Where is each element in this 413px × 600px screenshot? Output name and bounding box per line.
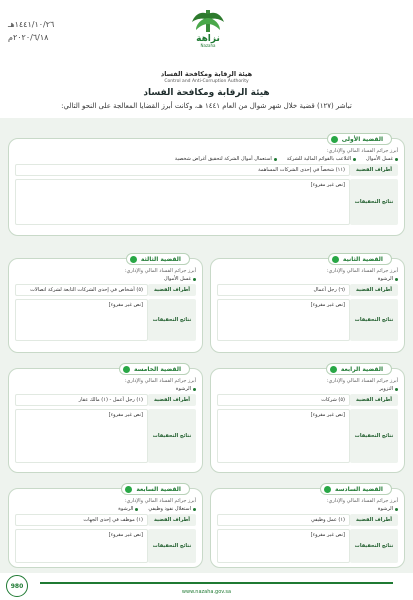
case-7-crimes xyxy=(15,506,196,512)
results-label: نتائج التحقيقات xyxy=(148,299,196,341)
case-2-title: القضية الثانية xyxy=(342,256,383,263)
case-7-results: [نص غير مقروء] xyxy=(15,529,148,563)
case-3-crimes-label: أبرز جرائم الفساد المالي والإداري: xyxy=(124,268,196,274)
case-icon xyxy=(125,486,132,493)
case-icon xyxy=(324,486,331,493)
case-icon xyxy=(331,136,338,143)
case-6-results-row xyxy=(217,529,398,563)
case-6-crimes-label: أبرز جرائم الفساد المالي والإداري: xyxy=(326,498,398,504)
case-1-title-tab xyxy=(327,133,392,145)
case-4-card xyxy=(210,368,405,473)
intro-text: تباشر (١٢٧) قضية خلال شهر شوال من العام ١٤٤١ هـ، وكانت أبرز القضايا المعالجة على النحو التالي: xyxy=(61,102,352,110)
case-3-crimes xyxy=(15,276,196,282)
authority-name-en: Control and Anti-Corruption Authority xyxy=(164,79,249,84)
results-label: نتائج التحقيقات xyxy=(350,409,398,463)
case-3-results-row xyxy=(15,299,196,341)
case-1-crimes xyxy=(15,156,398,162)
case-6-title-tab xyxy=(320,483,392,495)
case-3-involved-row xyxy=(15,284,196,296)
phone-icon[interactable] xyxy=(6,575,28,597)
case-icon xyxy=(330,366,337,373)
case-1-crimes-label: أبرز جرائم الفساد المالي والإداري: xyxy=(326,148,398,154)
case-4-results-row xyxy=(217,409,398,463)
case-7-title-tab xyxy=(121,483,190,495)
case-4-crimes-label: أبرز جرائم الفساد المالي والإداري: xyxy=(326,378,398,384)
crime-item: التزوير xyxy=(379,386,398,392)
crime-item: الرشوة xyxy=(378,506,398,512)
case-5-crimes xyxy=(15,386,196,392)
nazaha-logo xyxy=(178,8,238,48)
crime-item: غسل الأموال xyxy=(366,156,398,162)
case-5-involved: (١) رجل أعمل - (١) مالك عقار xyxy=(15,394,148,406)
case-7-crimes-label: أبرز جرائم الفساد المالي والإداري: xyxy=(124,498,196,504)
involved-label: أطراف القضية xyxy=(350,284,398,296)
involved-label: أطراف القضية xyxy=(148,514,196,526)
case-3-involved: (٥) أشخاص في إحدى الشركات التابعة لشركة اتصالات xyxy=(15,284,148,296)
results-label: نتائج التحقيقات xyxy=(350,299,398,341)
case-6-card xyxy=(210,488,405,568)
case-3-title: القضية الثالثة xyxy=(140,256,181,263)
case-7-results-row xyxy=(15,529,196,563)
involved-label: أطراف القضية xyxy=(350,394,398,406)
logo-text: نزاهة xyxy=(196,34,220,44)
results-label: نتائج التحقيقات xyxy=(350,179,398,225)
case-5-title-tab xyxy=(119,363,190,375)
involved-label: أطراف القضية xyxy=(350,514,398,526)
case-2-results-row xyxy=(217,299,398,341)
case-6-results: [نص غير مقروء] xyxy=(217,529,350,563)
case-1-results-row xyxy=(15,179,398,225)
case-3-title-tab xyxy=(126,253,190,265)
case-icon xyxy=(123,366,130,373)
footer-phone-number: 980 xyxy=(10,582,24,590)
case-5-involved-row xyxy=(15,394,196,406)
case-1-title: القضية الأولى xyxy=(341,136,383,143)
case-2-results: [نص غير مقروء] xyxy=(217,299,350,341)
crime-item: استغلال نفوذ وظيفي xyxy=(148,506,196,512)
authority-name-ar: هيئة الرقابة ومكافحة الفساد xyxy=(160,70,253,78)
results-label: نتائج التحقيقات xyxy=(148,409,196,463)
case-4-involved-row xyxy=(217,394,398,406)
main-title: هيئة الرقابة ومكافحة الفساد xyxy=(143,88,270,98)
case-4-involved: (٥) شركات xyxy=(217,394,350,406)
case-6-involved-row xyxy=(217,514,398,526)
case-5-results: [نص غير مقروء] xyxy=(15,409,148,463)
case-2-involved: (٦) رجل أعمال xyxy=(217,284,350,296)
case-5-results-row xyxy=(15,409,196,463)
date-block xyxy=(8,18,54,44)
case-4-crimes xyxy=(217,386,398,392)
case-2-title-tab xyxy=(328,253,392,265)
case-2-crimes-label: أبرز جرائم الفساد المالي والإداري: xyxy=(326,268,398,274)
crime-item: غسل الأموال xyxy=(164,276,196,282)
case-6-involved: (١) عمل وظيفي xyxy=(217,514,350,526)
case-3-results: [نص غير مقروء] xyxy=(15,299,148,341)
case-7-involved-row xyxy=(15,514,196,526)
crime-item: التلاعب بالقوائم المالية للشركة xyxy=(287,156,356,162)
case-5-title: القضية الخامسة xyxy=(133,366,181,373)
case-2-crimes xyxy=(217,276,398,282)
case-6-title: القضية السادسة xyxy=(334,486,383,493)
case-7-card xyxy=(8,488,203,568)
case-1-involved-row xyxy=(15,164,398,176)
case-4-title-tab xyxy=(326,363,392,375)
case-6-crimes xyxy=(217,506,398,512)
case-7-involved: (١) موظف في إحدى الجهات xyxy=(15,514,148,526)
case-7-title: القضية السابعة xyxy=(136,486,181,493)
case-1-results: [نص غير مقروء] xyxy=(15,179,350,225)
results-label: نتائج التحقيقات xyxy=(350,529,398,563)
page-header xyxy=(0,0,413,86)
case-5-card xyxy=(8,368,203,473)
crime-item: الرشوة xyxy=(378,276,398,282)
page-footer xyxy=(0,573,413,600)
case-icon xyxy=(130,256,137,263)
case-3-card xyxy=(8,258,203,353)
date-gregorian: ٢٠٢٠/٦/١٨م xyxy=(8,33,49,42)
results-label: نتائج التحقيقات xyxy=(148,529,196,563)
footer-url[interactable]: www.nazaha.gov.sa xyxy=(181,589,232,595)
case-2-card xyxy=(210,258,405,353)
footer-divider xyxy=(40,582,393,584)
case-2-involved-row xyxy=(217,284,398,296)
case-1-involved: (١١) شخصاً في إحدى الشركات المساهمة xyxy=(15,164,350,176)
crime-item: استعمال أموال الشركة لتحقيق أغراض شخصية xyxy=(175,156,277,162)
cases-panel xyxy=(0,118,413,573)
crime-item: الرشوة xyxy=(176,386,196,392)
logo-subtext: Nazaha xyxy=(200,43,216,48)
involved-label: أطراف القضية xyxy=(350,164,398,176)
case-icon xyxy=(332,256,339,263)
case-4-title: القضية الرابعة xyxy=(340,366,383,373)
crime-item: الرشوة xyxy=(118,506,138,512)
case-1-card xyxy=(8,138,405,236)
date-hijri: ١٤٤١/١٠/٢٦هـ xyxy=(8,20,55,29)
case-5-crimes-label: أبرز جرائم الفساد المالي والإداري: xyxy=(124,378,196,384)
involved-label: أطراف القضية xyxy=(148,284,196,296)
case-4-results: [نص غير مقروء] xyxy=(217,409,350,463)
involved-label: أطراف القضية xyxy=(148,394,196,406)
